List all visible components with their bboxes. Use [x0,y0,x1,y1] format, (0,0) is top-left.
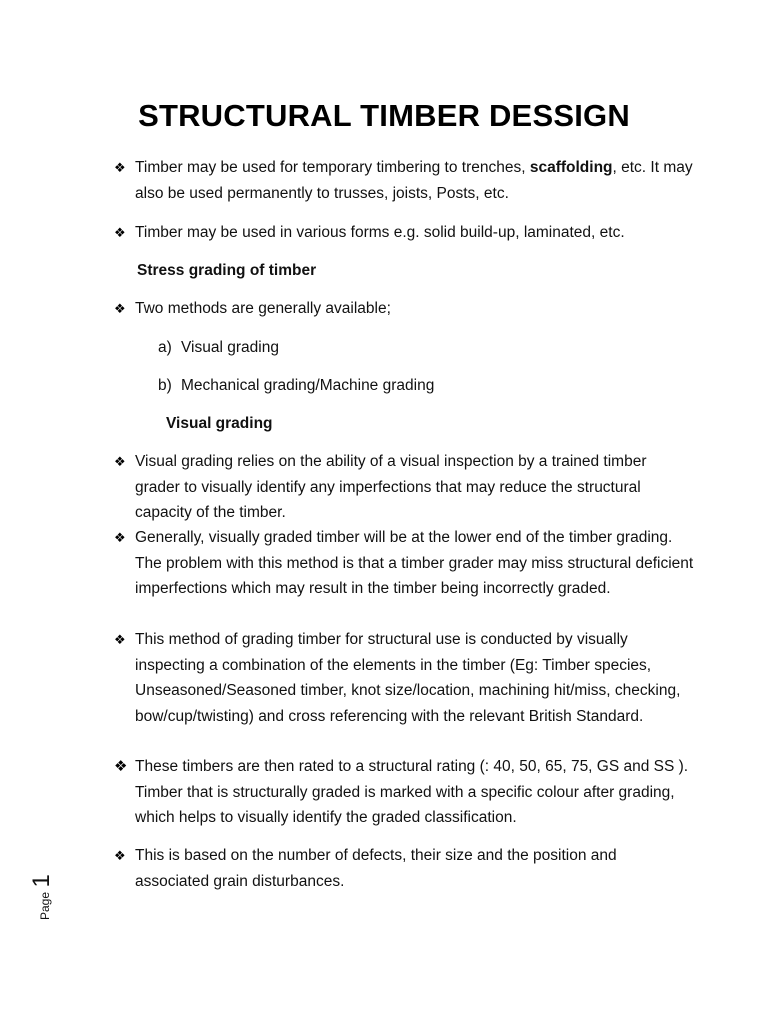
section-heading: Stress grading of timber [137,262,317,279]
diamond-bullet-icon: ❖ [114,632,126,647]
section-heading: Visual grading [166,415,273,432]
list-item: ❖ Timber may be used for temporary timbering to trenches, scaffolding, etc. It may also be used permanently to trusses, joists, Posts, etc. [114,155,694,206]
diamond-bullet-icon: ❖ [114,301,126,316]
list-item: ❖ This method of grading timber for structural use is conducted by visually inspecting a combination of the elements in the timber (Eg: Timber species, Unseasoned/Seasoned timber, knot size/location, machining hit/miss, checking, bow/cup/twisting) and cross referencing with the relevant British Standard. [114,627,694,729]
diamond-bullet-icon: ❖ [114,225,126,240]
page-number [28,860,68,920]
diamond-bullet-icon: ❖ [114,454,126,469]
diamond-bullet-icon: ❖ [114,530,126,545]
page-number-value: 1 [28,874,55,888]
list-item: ❖ Generally, visually graded timber will be at the lower end of the timber grading. The problem with this method is that a timber grader may miss structural deficient imperfections which may result in the timber being incorrectly graded. [114,525,694,602]
sub-list-item: a) Visual grading [158,339,279,356]
page-title: STRUCTURAL TIMBER DESSIGN [138,98,630,133]
diamond-bullet-icon: ❖ [114,758,128,775]
list-item: ❖ This is based on the number of defects, their size and the position and associated grain disturbances. [114,843,694,894]
list-item: ❖ Two methods are generally available; [114,296,694,322]
list-item: ❖ Visual grading relies on the ability of a visual inspection by a trained timber grader to visually identify any imperfections that may reduce the structural capacity of the timber. [114,449,694,526]
diamond-bullet-icon: ❖ [114,160,126,175]
page-label: Page [38,891,52,920]
diamond-bullet-icon: ❖ [114,848,126,863]
list-item: ❖ Timber may be used in various forms e.g. solid build-up, laminated, etc. [114,220,694,246]
list-item: ❖ These timbers are then rated to a structural rating (: 40, 50, 65, 75, GS and SS ). Timber that is structurally graded is marked with a specific colour after grading, which helps to visually identify the graded classification. [114,754,694,831]
sub-list-item: b) Mechanical grading/Machine grading [158,377,435,394]
bold-term: scaffolding [529,159,613,176]
